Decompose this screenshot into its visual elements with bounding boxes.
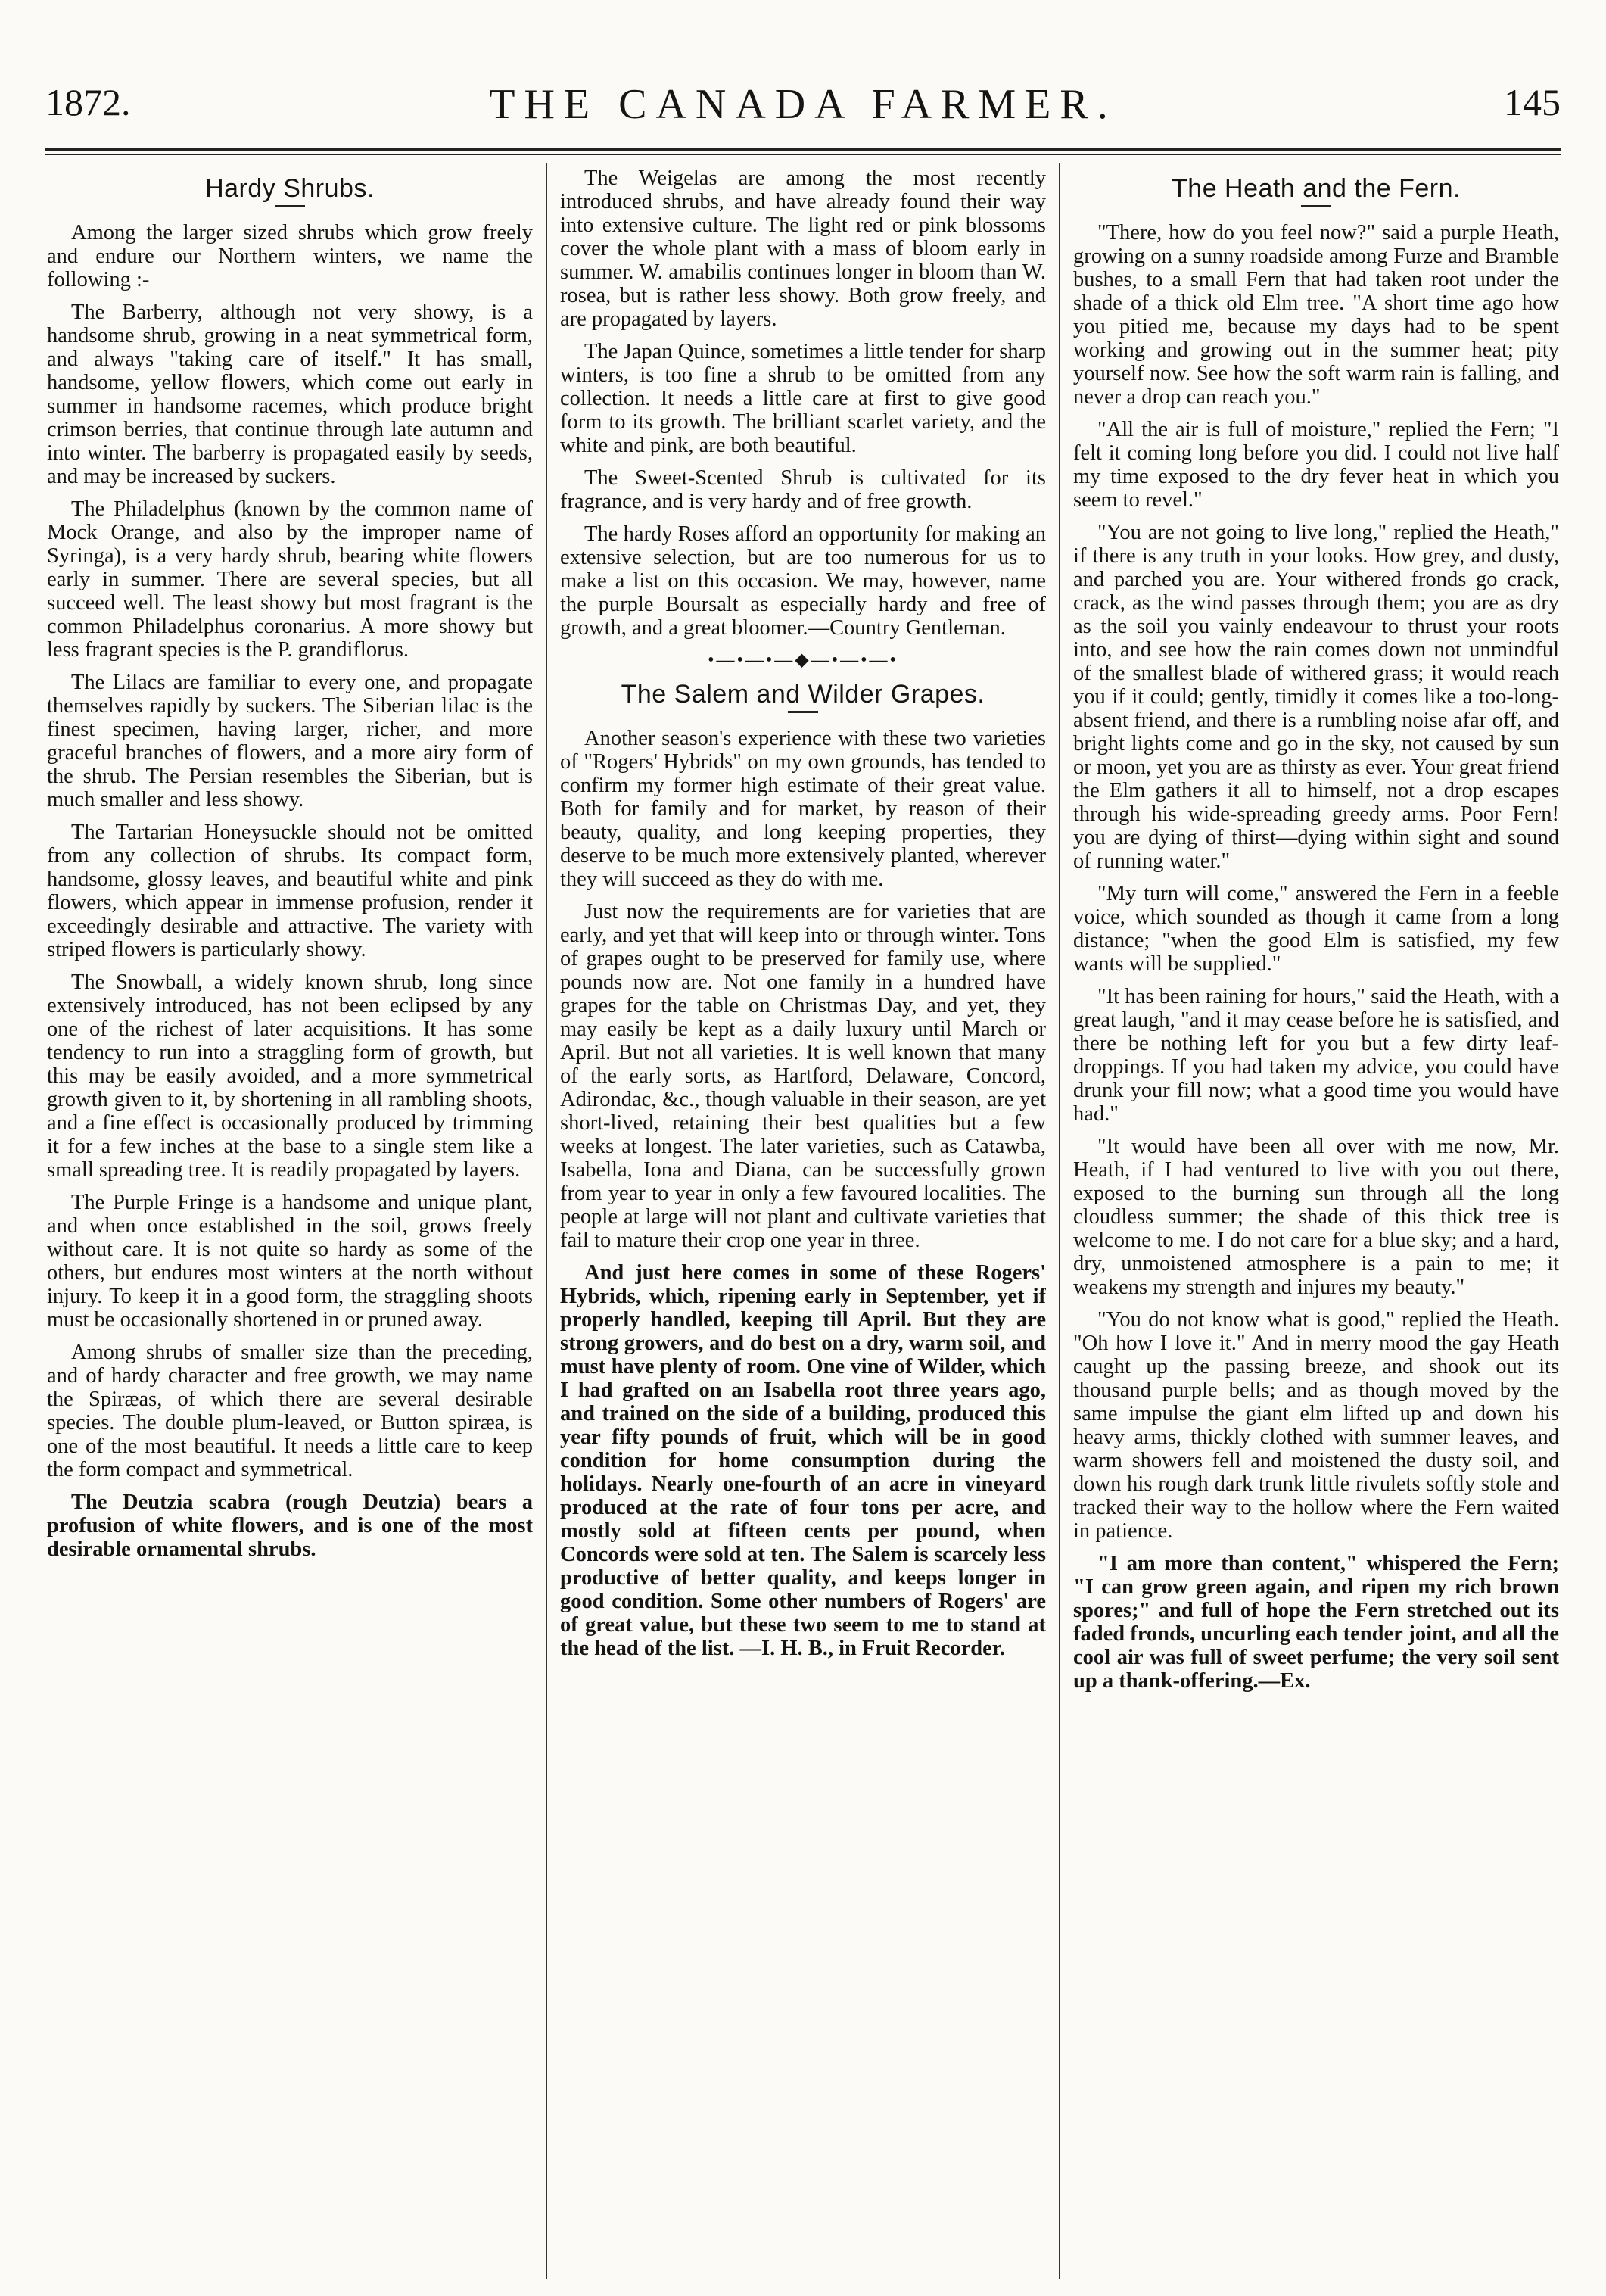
paragraph: "There, how do you feel now?" said a purple Heath, growing on a sunny roadside among Furze and Bramble bushes, to a small Fern that had taken root under the shade of a thick old Elm tree. "A short time ago how you pitied me, because my days had to be spent working and growing out in the summer heat; pity yourself now. See how the soft warm rain is falling, and never a drop can reach you." xyxy=(1073,221,1559,409)
paragraph: "All the air is full of moisture," replied the Fern; "I felt it coming long before you did. I could not live half my time exposed to the dry fever heat in which you seem to revel." xyxy=(1073,418,1559,512)
article-title-salem-wilder: The Salem and Wilder Grapes. xyxy=(621,680,985,709)
paragraph: The Tartarian Honeysuckle should not be omitted from any collection of shrubs. Its compact form, handsome, glossy leaves, and beautiful white and pink flowers, which appear in immense profusion, render it exceedingly desirable and attractive. The variety with striped flowers is particularly showy. xyxy=(47,821,533,961)
paragraph: "It would have been all over with me now, Mr. Heath, if I had ventured to live with you out there, exposed to the burning sun through all the long cloudless summer; the shade of this thick tree is welcome to me. I do not care for a blue sky; and a hard, dry, unmoistened atmosphere is a pain to me; it weakens my strength and injures my beauty." xyxy=(1073,1135,1559,1299)
page-number: 145 xyxy=(1504,81,1561,123)
masthead-rule xyxy=(45,148,1561,151)
article-title-heath-fern: The Heath and the Fern. xyxy=(1172,174,1461,203)
paragraph: The Lilacs are familiar to every one, and propagate themselves rapidly by suckers. The Siberian lilac is the finest specimen, having larger, richer, and more graceful branches of flowers, and a more airy form of the shrub. The Persian resembles the Siberian, but is much smaller and less showy. xyxy=(47,671,533,812)
paragraph: "My turn will come," answered the Fern in a feeble voice, which sounded as though it came from a long distance; "when the good Elm is satisfied, my few wants will be supplied." xyxy=(1073,882,1559,976)
paragraph: The Deutzia scabra (rough Deutzia) bears a profusion of white flowers, and is one of the most desirable ornamental shrubs. xyxy=(47,1491,533,1561)
title-dash xyxy=(275,205,305,207)
paragraph: The hardy Roses afford an opportunity for making an extensive selection, but are too numerous for us to make a list on this occasion. We may, however, name the purple Boursalt as especially hardy and free of growth, and a great bloomer.—Country Gentleman. xyxy=(560,522,1046,640)
paragraph: Among the larger sized shrubs which grow freely and endure our Northern winters, we name the following :- xyxy=(47,221,533,291)
title-dash xyxy=(788,711,818,713)
paragraph: The Japan Quince, sometimes a little tender for sharp winters, is too fine a shrub to be omitted from any collection. It needs a little care at first to give good form to its growth. The brilliant scarlet variety, and the white and pink, are both beautiful. xyxy=(560,340,1046,457)
paragraph: The Weigelas are among the most recently introduced shrubs, and have already found their way into extensive culture. The light red or pink blossoms cover the whole plant with a mass of bloom early in summer. W. amabilis continues longer in bloom than W. rosea, but is rather less showy. Both grow freely, and are propagated by layers. xyxy=(560,167,1046,331)
article-title-hardy-shrubs: Hardy Shrubs. xyxy=(205,174,375,203)
newspaper-title: THE CANADA FARMER. xyxy=(489,81,1117,128)
issue-year: 1872. xyxy=(45,81,131,123)
masthead xyxy=(45,76,1561,144)
paragraph: The Barberry, although not very showy, is a handsome shrub, growing in a neat symmetrical form, and always "taking care of itself." It has small, handsome, yellow flowers, which come out early in summer in handsome racemes, which produce bright crimson berries, that continue through late autumn and into winter. The barberry is propagated easily by seeds, and may be increased by suckers. xyxy=(47,301,533,488)
section-ornament: •—•—•—◆—•—•—• xyxy=(708,650,898,670)
column-2 xyxy=(560,167,1046,2279)
paragraph: The Snowball, a widely known shrub, long since extensively introduced, has not been eclipsed by any one of the richest of later acquisitions. It has some tendency to run into a straggling form of growth, but this may be easily avoided, and a more symmetrical growth given to it, by shortening in all rambling shoots, and a fine effect is occasionally produced by trimming it for a few inches at the base to a single stem like a small spreading tree. It is readily propagated by layers. xyxy=(47,970,533,1182)
paragraph: "You do not know what is good," replied the Heath. "Oh how I love it." And in merry mood the gay Heath caught up the passing breeze, and shook out its thousand purple bells; and as though moved by the same impulse the giant elm lifted up and down his heavy arms, thickly clothed with summer leaves, and warm showers fell and moistened the dusty soil, and down his rough dark trunk little rivulets softly stole and tracked their way to the hollow where the Fern waited in patience. xyxy=(1073,1308,1559,1543)
paragraph: "You are not going to live long," replied the Heath," if there is any truth in your looks. How grey, and dusty, and parched you are. Your withered fronds go crack, crack, as the wind passes through them; you are as dry as the soil you vainly endeavour to thrust your roots into, and see how the rain comes down not unmindful of the smallest blade of withered grass; it would reach you if it could; gently, timidly it comes like a too-long-absent friend, and there is a rumbling noise afar off, and bright lights come and go in the sky, not caused by sun or moon, yet you are as thirsty as ever. Your great friend the Elm gathers it all to himself, not a drop escapes through his wide-spreading greedy arms. Poor Fern! you are dying of thirst—dying within sight and sound of running water." xyxy=(1073,521,1559,873)
column-divider xyxy=(546,163,547,2279)
paragraph: "It has been raining for hours," said the Heath, with a great laugh, "and it may cease before he is satisfied, and there be nothing left for you but a few dirty leaf-droppings. If you had taken my advice, you could have drunk your fill now; what a good time you would have had." xyxy=(1073,985,1559,1126)
paragraph: Just now the requirements are for varieties that are early, and yet that will keep into or through winter. Tons of grapes ought to be preserved for family use, where pounds now are. Not one family in a hundred have grapes for the table on Christmas Day, and yet, they may easily be kept as a daily luxury until March or April. But not all varieties. It is well known that many of the early sorts, as Hartford, Delaware, Concord, Adirondac, &c., though valuable in their season, are yet short-lived, retaining their best qualities but a few weeks at longest. The later varieties, such as Catawba, Isabella, Iona and Diana, can be successfully grown from year to year in only a few favoured localities. The people at large will not plant and cultivate varieties that fail to mature their crop one year in three. xyxy=(560,900,1046,1252)
paragraph: Among shrubs of smaller size than the preceding, and of hardy character and free growth, we may name the Spiræas, of which there are several desirable species. The double plum-leaved, or Button spiræa, is one of the most beautiful. It needs a little care to keep the form compact and symmetrical. xyxy=(47,1341,533,1481)
title-dash xyxy=(1301,205,1331,207)
masthead-rule-thin xyxy=(45,154,1561,155)
paragraph: The Sweet-Scented Shrub is cultivated for its fragrance, and is very hardy and of free growth. xyxy=(560,466,1046,513)
paragraph: "I am more than content," whispered the Fern; "I can grow green again, and ripen my rich brown spores;" and full of hope the Fern stretched out its faded fronds, uncurling each tender joint, and all the cool air was full of sweet perfume; the very soil sent up a thank-offering.—Ex. xyxy=(1073,1552,1559,1693)
paragraph: The Philadelphus (known by the common name of Mock Orange, and also by the improper name of Syringa), is a very hardy shrub, bearing white flowers early in summer. There are several species, but all succeed well. The least showy but most fragrant is the common Philadelphus coronarius. A more showy but less fragrant species is the P. grandiflorus. xyxy=(47,497,533,662)
column-1 xyxy=(47,167,533,2279)
column-divider xyxy=(1059,163,1060,2279)
paragraph: The Purple Fringe is a handsome and unique plant, and when once established in the soil, grows freely without care. It is not quite so hardy as some of the others, but endures most winters at the north without injury. To keep it in a good form, the straggling shoots must be occasionally shortened in or pruned away. xyxy=(47,1191,533,1332)
column-3 xyxy=(1073,167,1559,2279)
paragraph: And just here comes in some of these Rogers' Hybrids, which, ripening early in September, yet if properly handled, keeping till April. But they are strong growers, and do best on a dry, warm soil, and must have plenty of room. One vine of Wilder, which I had grafted on an Isabella root three years ago, and trained on the side of a building, produced this year fifty pounds of fruit, which will be in good condition for home consumption during the holidays. Nearly one-fourth of an acre in vineyard produced at the rate of four tons per acre, and mostly sold at fifteen cents per pound, when Concords were sold at ten. The Salem is scarcely less productive of better quality, and keeps longer in good condition. Some other numbers of Rogers' are of great value, but these two seem to me to stand at the head of the list. —I. H. B., in Fruit Recorder. xyxy=(560,1261,1046,1660)
paragraph: Another season's experience with these two varieties of "Rogers' Hybrids" on my own grounds, has tended to confirm my former high estimate of their great value. Both for family and for market, by reason of their beauty, quality, and long keeping properties, they deserve to be much more extensively planted, wherever they will succeed as they do with me. xyxy=(560,727,1046,891)
